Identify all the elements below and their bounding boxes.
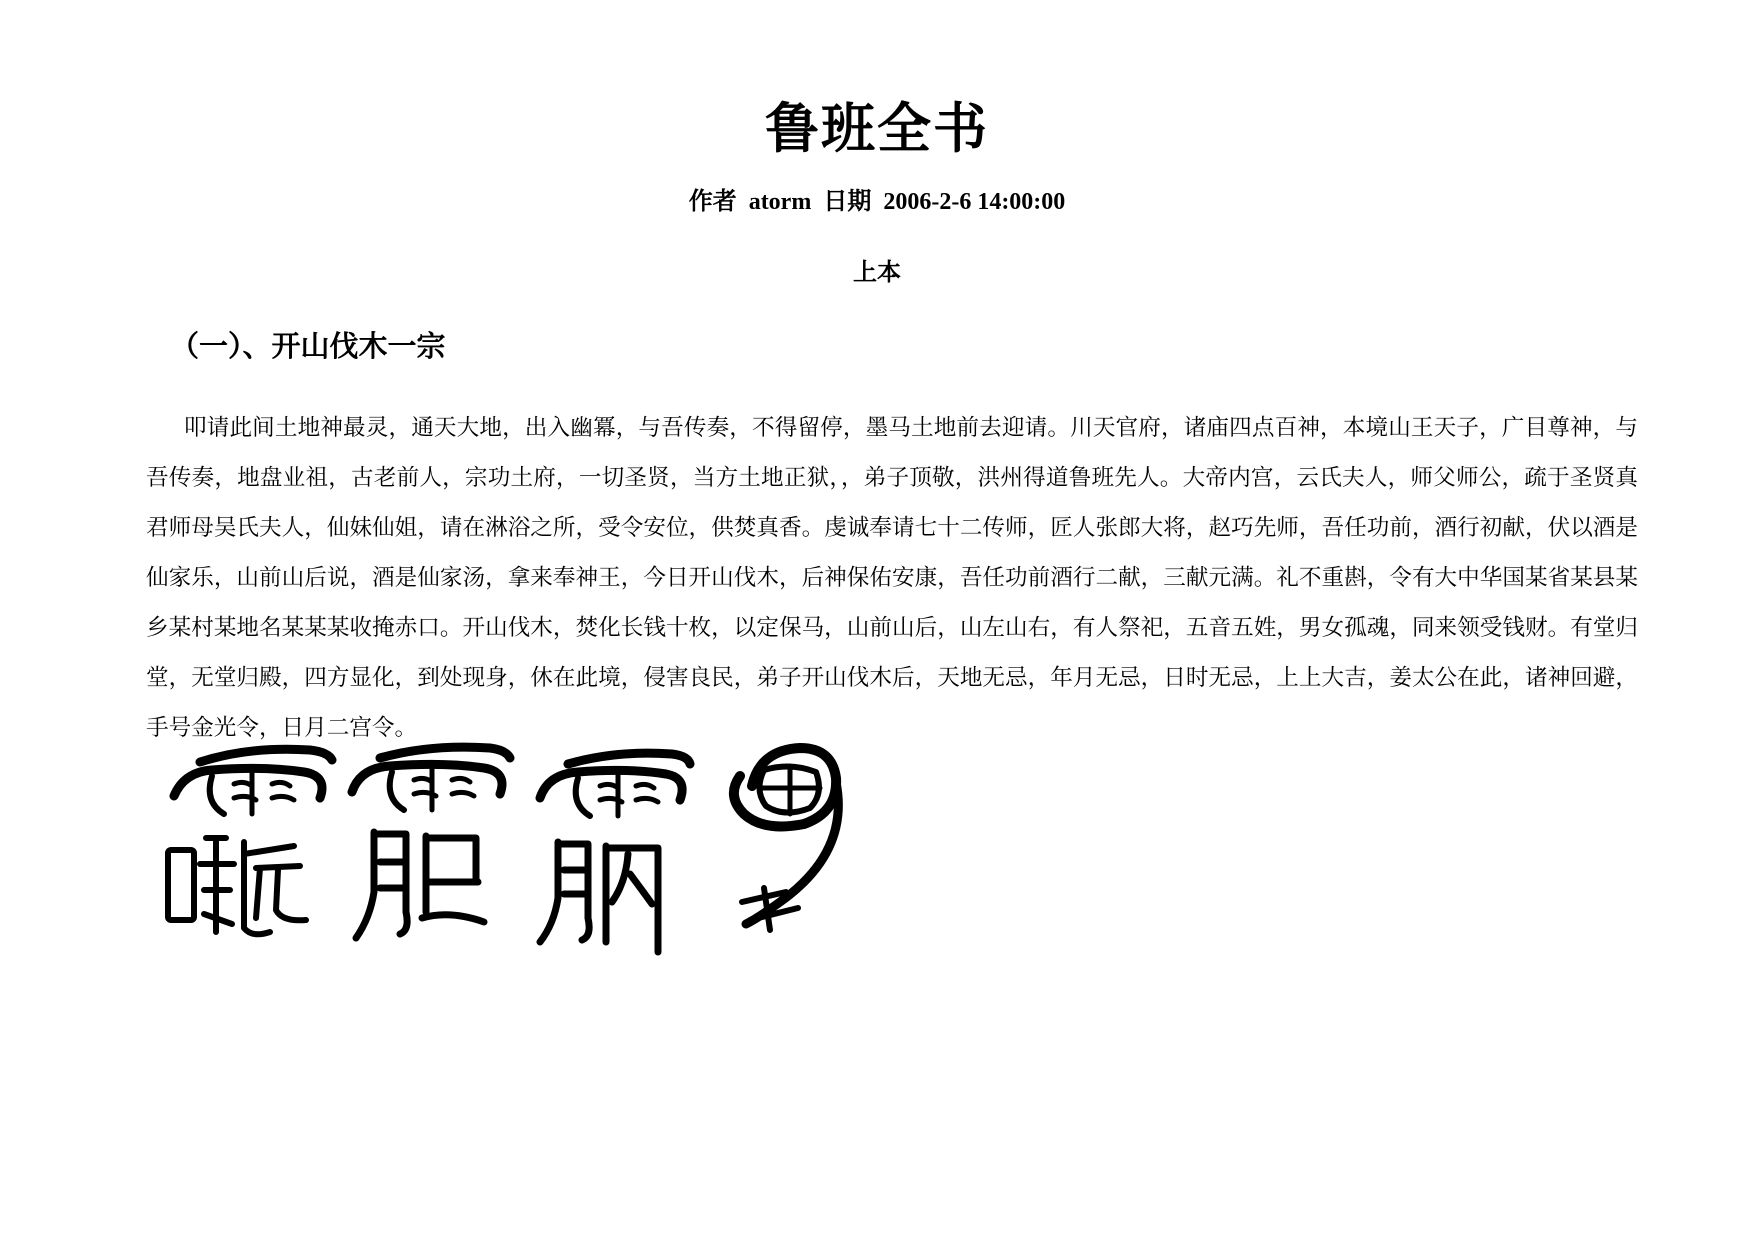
- section-heading: （一）、开山伐木一宗: [170, 329, 446, 363]
- author-name: atorm: [748, 189, 812, 215]
- date-label: 日期: [823, 189, 872, 215]
- author-label: 作者: [688, 189, 737, 215]
- talisman-rain-2: [352, 747, 510, 810]
- incantation-paragraph: 叩请此间土地神最灵，通天大地，出入幽冪，与吾传奏，不得留停，墨马土地前去迎请。川天官府，诸庙四点百神，本境山王天子，广目尊神，与吾传奏，地盘业祖，古老前人，宗功土府，一切圣贤，当方土地正狱，，弟子顶敬，洪州得道鲁班先人。大帝内宫，云氏夫人，师父师公，疏于圣贤真君师母吴氏夫人，仙妹仙姐，请在淋浴之所，受令安位，供焚真香。虔诚奉请七十二传师，匠人张郎大将，赵巧先师，吾任功前，酒行初献，伏以酒是仙家乐，山前山后说，酒是仙家汤，拿来奉神王，今日开山伐木，后神保佑安康，吾任功前酒行二献，三献元满。礼不重斟，令有大中华国某省某县某乡某村某地名某某某收掩赤口。开山伐木，焚化长钱十枚，以定保马，山前山后，山左山右，有人祭祀，五音五姓，男女孤魂，同来领受钱财。有堂归堂，无堂归殿，四方显化，到处现身，休在此境，侵害良民，弟子开山伐木后，天地无忌，年月无忌，日时无忌，上上大吉，姜太公在此，诸神回避，手号金光令，日月二宫令。: [146, 414, 1638, 741]
- talisman-rain-1: [174, 749, 332, 814]
- talisman-seal: [734, 748, 838, 930]
- talisman-char-1: [168, 838, 306, 934]
- talisman-char-2: [356, 832, 484, 938]
- volume-label: 上本: [853, 258, 901, 286]
- date-value: 2006-2-6 14:00:00: [883, 189, 1066, 215]
- talisman-char-3: [540, 842, 658, 952]
- talisman-rain-3: [540, 753, 690, 816]
- document-title: 鲁班全书: [765, 97, 989, 160]
- document-meta: [0, 186, 1754, 218]
- talisman-figure: [160, 742, 940, 972]
